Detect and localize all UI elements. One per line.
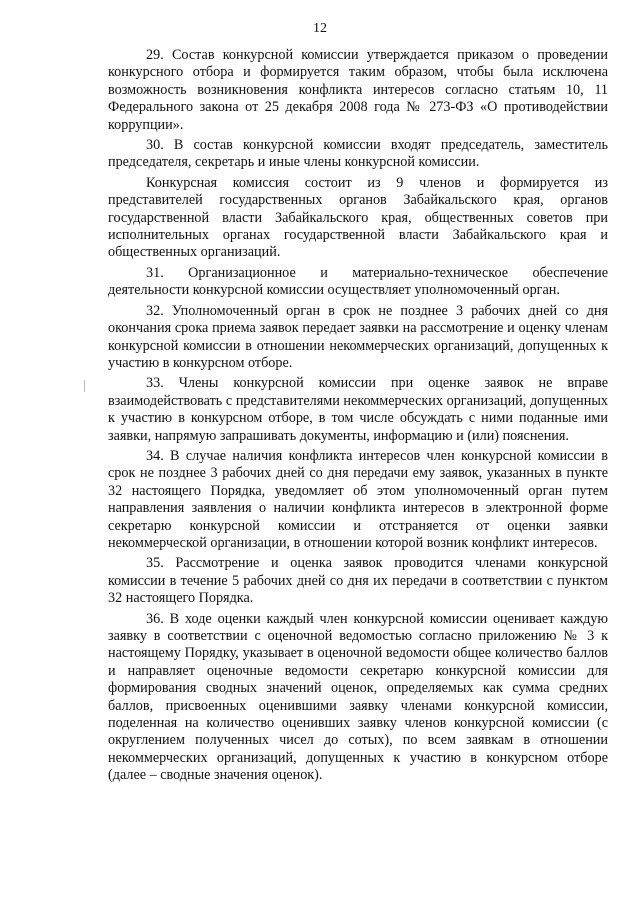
scan-margin-mark <box>84 380 85 392</box>
paragraph-36: 36. В ходе оценки каждый член конкурсной комиссии оценивает каждую заявку в соответствии с оценочной ведомостью согласно приложению № 3 к настоящему Порядку, указывает в оценочной ведомости общее количество баллов и направляет оценочные ведомости секретарю конкурсной комиссии для формирования сводных значений оценок, определяемых как сумма средних баллов, присвоенных оценившими заявку членами конкурсной комиссии, поделенная на количество оценивших заявку членов конкурсной комиссии (с округлением полученных чисел до сотых), по всем заявкам в отношении некоммерческих организаций, допущенных к участию в конкурсном отборе (далее – сводные значения оценок). <box>108 610 608 784</box>
page-number: 12 <box>313 21 327 36</box>
document-body <box>108 47 608 788</box>
paragraph-35: 35. Рассмотрение и оценка заявок проводится членами конкурсной комиссии в течение 5 рабочих дней со дня их передачи в соответствии с пунктом 32 настоящего Порядка. <box>108 555 608 607</box>
paragraph-32: 32. Уполномоченный орган в срок не позднее 3 рабочих дней со дня окончания срока приема заявок передает заявки на рассмотрение и оценку членам конкурсной комиссии в отношении некоммерческих организаций, допущенных к участию в конкурсном отборе. <box>108 302 608 371</box>
paragraph-34: 34. В случае наличия конфликта интересов член конкурсной комиссии в срок не позднее 3 рабочих дней со дня передачи ему заявок, указанных в пункте 32 настоящего Порядка, уведомляет об этом уполномоченный орган путем направления заявления о наличии конфликта интересов в электронной форме секретарю конкурсной комиссии и отстраняется от оценки заявки некоммерческой организации, в отношении которой возник конфликт интересов. <box>108 447 608 551</box>
paragraph-33: 33. Члены конкурсной комиссии при оценке заявок не вправе взаимодействовать с представителями некоммерческих организаций, допущенных к участию в конкурсном отборе, в том числе обсуждать с ними поданные ими заявки, напрямую запрашивать документы, информацию и (или) пояснения. <box>108 375 608 444</box>
paragraph-30-commission-composition: Конкурсная комиссия состоит из 9 членов и формируется из представителей государственных органов Забайкальского края, органов государственной власти Забайкальского края, общественных советов при исполнительных органах государственной власти Забайкальского края и общественных организаций. <box>108 174 608 261</box>
paragraph-31: 31. Организационное и материально-техническое обеспечение деятельности конкурсной комиссии осуществляет уполномоченный орган. <box>108 264 608 299</box>
paragraph-30: 30. В состав конкурсной комиссии входят председатель, заместитель председателя, секретарь и иные члены конкурсной комиссии. <box>108 137 608 171</box>
paragraph-29: 29. Состав конкурсной комиссии утверждается приказом о проведении конкурсного отбора и формируется таким образом, чтобы была исключена возможность возникновения конфликта интересов согласно статьям 10, 11 Федерального закона от 25 декабря 2008 года № 273-ФЗ «О противодействии коррупции». <box>108 47 608 133</box>
